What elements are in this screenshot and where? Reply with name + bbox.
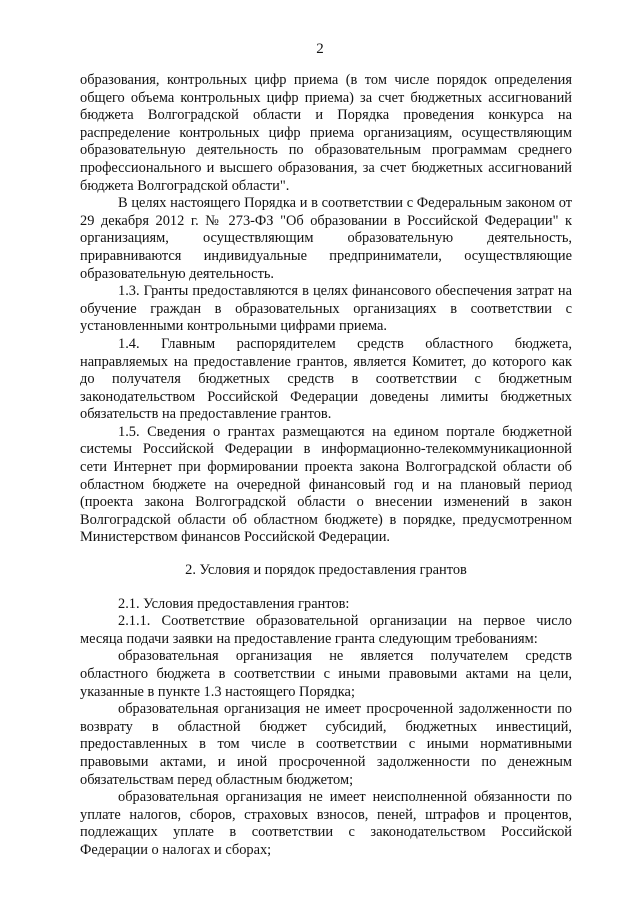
- paragraph-1-3: 1.3. Гранты предоставляются в целях финансового обеспечения затрат на обучение граждан в образовательных организациях в соответствии с установленными контрольными цифрами приема.: [80, 283, 572, 335]
- requirement-item: образовательная организация не имеет неисполненной обязанности по уплате налогов, сборов, страховых взносов, пеней, штрафов и процентов, подлежащих уплате в соответствии с законодательством Российской Федерации о налогах и сборах;: [80, 789, 572, 858]
- document-body: [80, 72, 572, 860]
- paragraph-continuation: образования, контрольных цифр приема (в том числе порядок определения общего объема контрольных цифр приема) за счет бюджетных ассигнований бюджета Волгоградской области и Порядка проведения конкурса на распределение контрольных цифр приема организациям, осуществляющим образовательную деятельность по образовательным программам среднего профессионального и высшего образования, за счет бюджетных ассигнований бюджета Волгоградской области".: [80, 72, 572, 194]
- page-number: 2: [316, 41, 324, 57]
- requirement-item: образовательная организация не является получателем средств областного бюджета в соответствии с иными правовыми актами на цели, указанные в пункте 1.3 настоящего Порядка;: [80, 648, 572, 700]
- paragraph-2-1-1: 2.1.1. Соответствие образовательной организации на первое число месяца подачи заявки на предоставление гранта следующим требованиям:: [80, 613, 572, 647]
- section-heading: 2. Условия и порядок предоставления грантов: [185, 562, 467, 579]
- paragraph-1-4: 1.4. Главным распорядителем средств областного бюджета, направляемых на предоставление грантов, является Комитет, до которого как до получателя бюджетных средств в соответствии с бюджетным законодательством Российской Федерации доведены лимиты бюджетных обязательств на предоставление грантов.: [80, 335, 572, 423]
- paragraph-1-5: 1.5. Сведения о грантах размещаются на едином портале бюджетной системы Российской Федерации в информационно-телекоммуникационной сети Интернет при формировании проекта закона Волгоградской области об областном бюджете на очередной финансовый год и на плановый период (проекта закона Волгоградской области о внесении изменений в закон Волгоградской области об областном бюджете) в порядке, предусмотренном Министерством финансов Российской Федерации.: [80, 423, 572, 546]
- paragraph-2-1: 2.1. Условия предоставления грантов:: [118, 595, 350, 612]
- paragraph-definition: В целях настоящего Порядка и в соответствии с Федеральным законом от 29 декабря 2012 г. № 273-ФЗ "Об образовании в Российской Федерации" к организациям, осуществляющим образовательную деятельность, приравниваются индивидуальные предприниматели, осуществляющие образовательную деятельность.: [80, 195, 572, 282]
- requirement-item: образовательная организация не имеет просроченной задолженности по возврату в областной бюджет субсидий, бюджетных инвестиций, предоставленных в том числе в соответствии с иными нормативными правовыми актами, и иной просроченной задолженности по денежным обязательствам перед областным бюджетом;: [80, 701, 572, 788]
